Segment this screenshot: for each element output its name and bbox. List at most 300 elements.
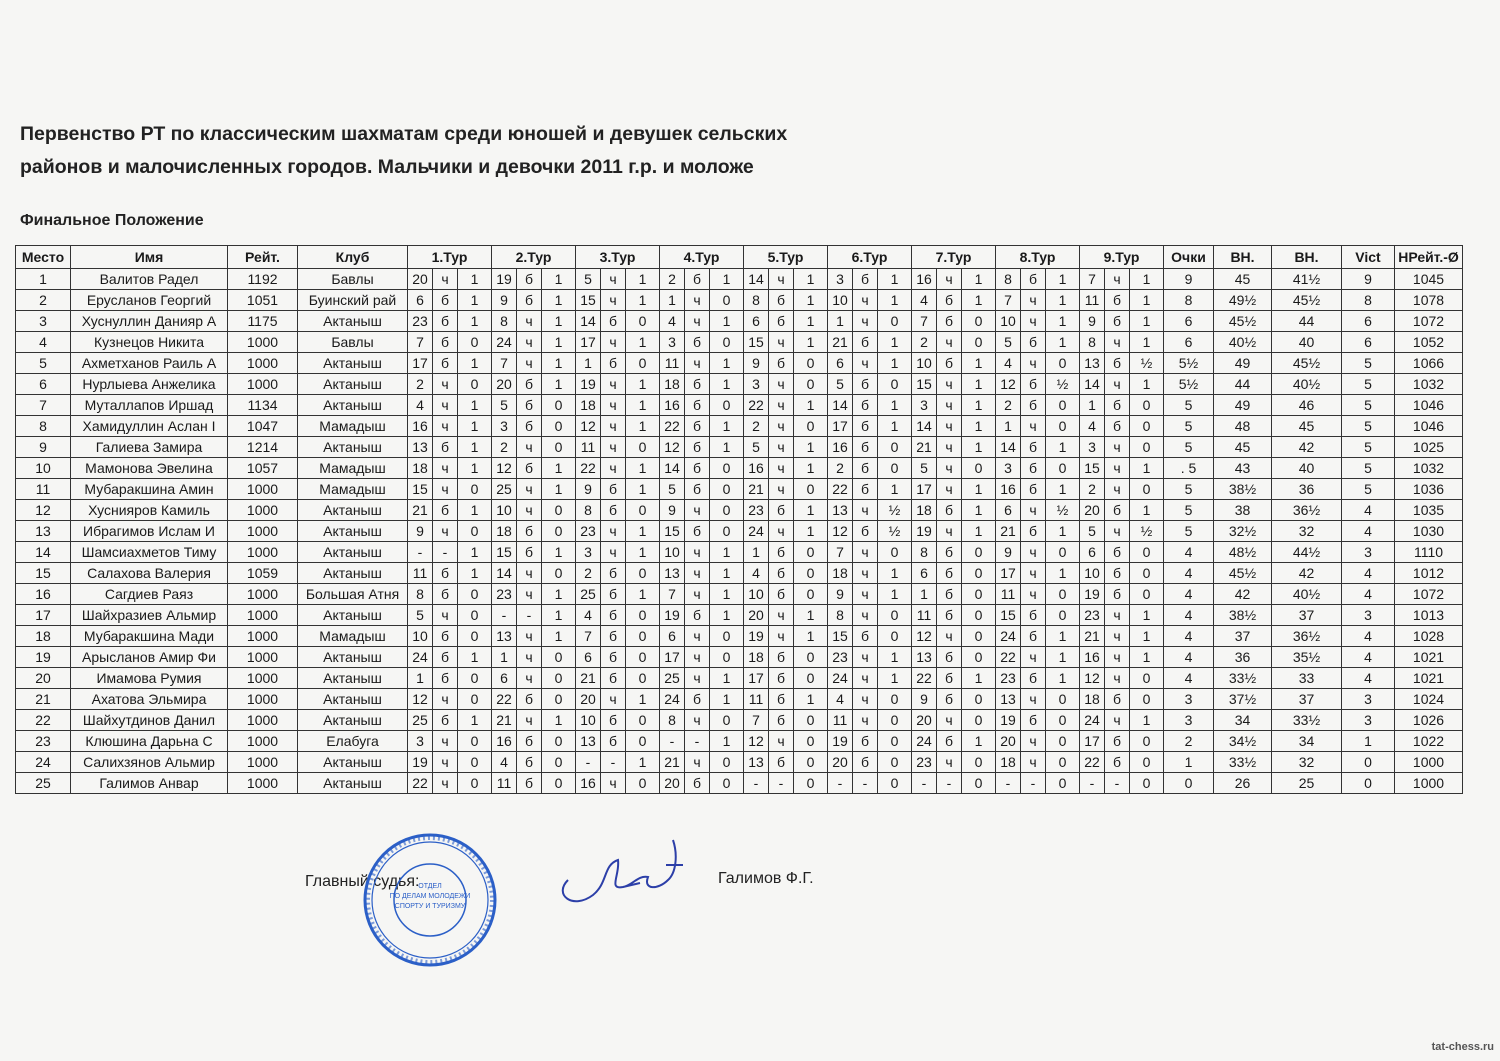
round-opponent-cell: 20 (996, 731, 1021, 752)
header-name: Имя (71, 246, 228, 269)
round-opponent-cell: 16 (828, 437, 853, 458)
round-opponent-cell: 24 (912, 731, 937, 752)
round-color-cell: б (685, 332, 710, 353)
round-result-cell: 1 (710, 269, 744, 290)
performance-cell: 1000 (1395, 773, 1463, 794)
round-opponent-cell: 14 (660, 458, 685, 479)
round-color-cell: ч (1021, 752, 1046, 773)
buchholz-2-cell: 36½ (1272, 500, 1342, 521)
title-line-1: Первенство РТ по классическим шахматам среди юношей и девушек сельских (20, 123, 788, 145)
place-cell: 24 (16, 752, 71, 773)
round-result-cell: 1 (1046, 521, 1080, 542)
points-cell: 8 (1164, 290, 1214, 311)
round-result-cell: 1 (542, 353, 576, 374)
round-color-cell: ч (433, 395, 458, 416)
round-result-cell: 1 (1046, 332, 1080, 353)
performance-cell: 1110 (1395, 542, 1463, 563)
svg-text:ПО ДЕЛАМ МОЛОДЕЖИ: ПО ДЕЛАМ МОЛОДЕЖИ (389, 893, 471, 900)
place-cell: 8 (16, 416, 71, 437)
victories-cell: 5 (1342, 458, 1395, 479)
place-cell: 13 (16, 521, 71, 542)
round-result-cell: 0 (794, 668, 828, 689)
place-cell: 22 (16, 710, 71, 731)
buchholz-1-cell: 45 (1214, 437, 1272, 458)
round-result-cell: 0 (794, 584, 828, 605)
performance-cell: 1013 (1395, 605, 1463, 626)
points-cell: 5 (1164, 395, 1214, 416)
points-cell: 4 (1164, 605, 1214, 626)
victories-cell: 3 (1342, 689, 1395, 710)
round-result-cell: 1 (542, 269, 576, 290)
round-color-cell: б (769, 752, 794, 773)
round-opponent-cell: 15 (576, 290, 601, 311)
round-result-cell: 1 (626, 395, 660, 416)
round-opponent-cell: 25 (492, 479, 517, 500)
round-result-cell: 0 (626, 500, 660, 521)
round-opponent-cell: 21 (996, 521, 1021, 542)
table-row (16, 479, 1463, 500)
round-color-cell: б (853, 626, 878, 647)
rating-cell: 1000 (228, 374, 298, 395)
table-row (16, 731, 1463, 752)
round-opponent-cell: 24 (660, 689, 685, 710)
round-result-cell: ½ (878, 500, 912, 521)
round-opponent-cell: 6 (660, 626, 685, 647)
player-name-cell: Сагдиев Раяз (71, 584, 228, 605)
round-result-cell: 0 (1130, 563, 1164, 584)
buchholz-2-cell: 46 (1272, 395, 1342, 416)
round-color-cell: б (601, 584, 626, 605)
round-opponent-cell: 22 (744, 395, 769, 416)
round-color-cell: б (1105, 500, 1130, 521)
round-result-cell: 1 (962, 479, 996, 500)
round-result-cell: 0 (710, 647, 744, 668)
round-opponent-cell: 6 (912, 563, 937, 584)
round-opponent-cell: 9 (408, 521, 433, 542)
victories-cell: 4 (1342, 668, 1395, 689)
round-color-cell: ч (1021, 584, 1046, 605)
points-cell: . 5 (1164, 458, 1214, 479)
round-color-cell: ч (853, 353, 878, 374)
round-opponent-cell: - (1080, 773, 1105, 794)
round-opponent-cell: 16 (408, 416, 433, 437)
round-result-cell: 0 (962, 752, 996, 773)
rating-cell: 1000 (228, 647, 298, 668)
round-color-cell: ч (685, 311, 710, 332)
round-opponent-cell: - (492, 605, 517, 626)
round-result-cell: 0 (542, 437, 576, 458)
round-opponent-cell: 8 (492, 311, 517, 332)
round-color-cell: ч (769, 605, 794, 626)
player-name-cell: Кузнецов Никита (71, 332, 228, 353)
round-color-cell: ч (937, 437, 962, 458)
player-name-cell: Ибрагимов Ислам И (71, 521, 228, 542)
round-opponent-cell: 5 (408, 605, 433, 626)
round-result-cell: 1 (626, 374, 660, 395)
victories-cell: 6 (1342, 311, 1395, 332)
round-color-cell: ч (685, 626, 710, 647)
victories-cell: 4 (1342, 521, 1395, 542)
round-result-cell: 1 (710, 437, 744, 458)
buchholz-2-cell: 44 (1272, 311, 1342, 332)
buchholz-2-cell: 33 (1272, 668, 1342, 689)
club-cell: Актаныш (298, 353, 408, 374)
victories-cell: 4 (1342, 584, 1395, 605)
round-opponent-cell: 8 (1080, 332, 1105, 353)
round-opponent-cell: 22 (576, 458, 601, 479)
round-opponent-cell: 9 (1080, 311, 1105, 332)
round-color-cell: ч (769, 269, 794, 290)
round-result-cell: 0 (1046, 605, 1080, 626)
round-color-cell: б (1021, 395, 1046, 416)
round-result-cell: 1 (962, 290, 996, 311)
round-color-cell: ч (1021, 500, 1046, 521)
round-color-cell: б (517, 269, 542, 290)
round-result-cell: 0 (1046, 458, 1080, 479)
round-result-cell: 1 (1046, 668, 1080, 689)
round-color-cell: б (1021, 479, 1046, 500)
place-cell: 15 (16, 563, 71, 584)
round-result-cell: 1 (962, 374, 996, 395)
round-color-cell: б (601, 353, 626, 374)
round-result-cell: 1 (878, 563, 912, 584)
player-name-cell: Галимов Анвар (71, 773, 228, 794)
round-color-cell: ч (517, 563, 542, 584)
table-row (16, 521, 1463, 542)
round-color-cell: ч (433, 773, 458, 794)
round-opponent-cell: 7 (576, 626, 601, 647)
buchholz-2-cell: 40 (1272, 458, 1342, 479)
round-result-cell: 1 (878, 647, 912, 668)
buchholz-1-cell: 38½ (1214, 605, 1272, 626)
player-name-cell: Муталлапов Иршад (71, 395, 228, 416)
buchholz-2-cell: 45 (1272, 416, 1342, 437)
round-result-cell: 1 (878, 479, 912, 500)
buchholz-1-cell: 44 (1214, 374, 1272, 395)
round-color-cell: б (517, 290, 542, 311)
points-cell: 2 (1164, 731, 1214, 752)
performance-cell: 1000 (1395, 752, 1463, 773)
svg-text:ОТДЕЛ: ОТДЕЛ (418, 883, 442, 890)
place-cell: 3 (16, 311, 71, 332)
round-color-cell: б (601, 668, 626, 689)
round-result-cell: 0 (458, 668, 492, 689)
place-cell: 10 (16, 458, 71, 479)
title-line-2: районов и малочисленных городов. Мальчики и девочки 2011 г.р. и моложе (20, 156, 754, 178)
table-row (16, 773, 1463, 794)
points-cell: 0 (1164, 773, 1214, 794)
round-result-cell: 1 (794, 626, 828, 647)
round-opponent-cell: 17 (996, 563, 1021, 584)
round-color-cell: ч (937, 395, 962, 416)
round-color-cell: б (1105, 416, 1130, 437)
round-opponent-cell: 6 (576, 647, 601, 668)
round-result-cell: 0 (542, 773, 576, 794)
round-result-cell: 0 (878, 710, 912, 731)
round-color-cell: б (769, 689, 794, 710)
round-color-cell: б (601, 311, 626, 332)
round-result-cell: ½ (1130, 353, 1164, 374)
round-result-cell: 1 (458, 710, 492, 731)
club-cell: Большая Атня (298, 584, 408, 605)
round-result-cell: 1 (1046, 311, 1080, 332)
buchholz-2-cell: 42 (1272, 437, 1342, 458)
performance-cell: 1012 (1395, 563, 1463, 584)
round-result-cell: 0 (1130, 731, 1164, 752)
place-cell: 20 (16, 668, 71, 689)
table-row (16, 584, 1463, 605)
header-buchholz-2: ВН. (1272, 246, 1342, 269)
round-color-cell: ч (769, 395, 794, 416)
round-opponent-cell: 4 (996, 353, 1021, 374)
round-result-cell: 1 (962, 416, 996, 437)
player-name-cell: Салихзянов Альмир (71, 752, 228, 773)
performance-cell: 1046 (1395, 416, 1463, 437)
round-result-cell: 0 (458, 752, 492, 773)
performance-cell: 1066 (1395, 353, 1463, 374)
club-cell: Елабуга (298, 731, 408, 752)
round-color-cell: ч (853, 605, 878, 626)
round-color-cell: ч (1021, 563, 1046, 584)
round-result-cell: 1 (962, 521, 996, 542)
round-color-cell: б (853, 332, 878, 353)
round-color-cell: ч (433, 731, 458, 752)
round-opponent-cell: 15 (828, 626, 853, 647)
buchholz-1-cell: 34 (1214, 710, 1272, 731)
round-opponent-cell: - (912, 773, 937, 794)
round-color-cell: б (1105, 731, 1130, 752)
round-opponent-cell: 5 (576, 269, 601, 290)
place-cell: 21 (16, 689, 71, 710)
round-opponent-cell: 6 (996, 500, 1021, 521)
round-color-cell: б (433, 290, 458, 311)
buchholz-2-cell: 40½ (1272, 584, 1342, 605)
round-opponent-cell: 5 (828, 374, 853, 395)
round-result-cell: 0 (626, 437, 660, 458)
points-cell: 3 (1164, 689, 1214, 710)
round-opponent-cell: 9 (576, 479, 601, 500)
round-opponent-cell: 3 (408, 731, 433, 752)
round-result-cell: 1 (878, 416, 912, 437)
buchholz-2-cell: 25 (1272, 773, 1342, 794)
table-row (16, 290, 1463, 311)
round-color-cell: б (853, 437, 878, 458)
rating-cell: 1000 (228, 605, 298, 626)
buchholz-1-cell: 48½ (1214, 542, 1272, 563)
rating-cell: 1175 (228, 311, 298, 332)
round-color-cell: б (853, 752, 878, 773)
round-opponent-cell: 3 (996, 458, 1021, 479)
round-color-cell: б (1105, 689, 1130, 710)
points-cell: 1 (1164, 752, 1214, 773)
player-name-cell: Шайхразиев Альмир (71, 605, 228, 626)
round-result-cell: 1 (962, 500, 996, 521)
round-result-cell: 1 (626, 689, 660, 710)
round-opponent-cell: 19 (1080, 584, 1105, 605)
round-color-cell: б (1105, 311, 1130, 332)
round-result-cell: 0 (458, 731, 492, 752)
club-cell: Актаныш (298, 563, 408, 584)
round-result-cell: 1 (542, 626, 576, 647)
performance-cell: 1022 (1395, 731, 1463, 752)
buchholz-1-cell: 43 (1214, 458, 1272, 479)
round-color-cell: ч (769, 458, 794, 479)
round-opponent-cell: 15 (744, 332, 769, 353)
place-cell: 11 (16, 479, 71, 500)
round-opponent-cell: 24 (828, 668, 853, 689)
round-color-cell: б (853, 731, 878, 752)
round-color-cell: ч (685, 647, 710, 668)
header-round: 8.Тур (996, 246, 1080, 269)
round-result-cell: 0 (458, 374, 492, 395)
round-result-cell: 0 (878, 458, 912, 479)
round-result-cell: 1 (1130, 500, 1164, 521)
performance-cell: 1035 (1395, 500, 1463, 521)
round-result-cell: 1 (710, 563, 744, 584)
round-opponent-cell: 6 (1080, 542, 1105, 563)
round-opponent-cell: 7 (912, 311, 937, 332)
round-opponent-cell: 8 (576, 500, 601, 521)
round-opponent-cell: 10 (408, 626, 433, 647)
round-opponent-cell: 12 (660, 437, 685, 458)
victories-cell: 9 (1342, 269, 1395, 290)
round-color-cell: б (517, 752, 542, 773)
round-color-cell: б (1021, 374, 1046, 395)
points-cell: 6 (1164, 311, 1214, 332)
header-round: 4.Тур (660, 246, 744, 269)
round-opponent-cell: 16 (1080, 647, 1105, 668)
player-name-cell: Мубаракшина Мади (71, 626, 228, 647)
round-result-cell: 0 (1046, 416, 1080, 437)
victories-cell: 0 (1342, 773, 1395, 794)
victories-cell: 4 (1342, 647, 1395, 668)
table-row (16, 542, 1463, 563)
round-opponent-cell: 24 (744, 521, 769, 542)
table-row (16, 689, 1463, 710)
round-color-cell: б (937, 353, 962, 374)
round-opponent-cell: 18 (576, 395, 601, 416)
header-round: 1.Тур (408, 246, 492, 269)
round-opponent-cell: 11 (996, 584, 1021, 605)
round-color-cell: б (433, 668, 458, 689)
round-color-cell: б (433, 500, 458, 521)
round-result-cell: ½ (1046, 374, 1080, 395)
round-opponent-cell: 7 (828, 542, 853, 563)
round-result-cell: 0 (710, 458, 744, 479)
round-color-cell: ч (937, 374, 962, 395)
round-color-cell: б (685, 458, 710, 479)
rating-cell: 1059 (228, 563, 298, 584)
round-opponent-cell: 14 (1080, 374, 1105, 395)
round-result-cell: 0 (794, 773, 828, 794)
round-opponent-cell: 12 (1080, 668, 1105, 689)
round-result-cell: 1 (1046, 647, 1080, 668)
round-color-cell: б (685, 269, 710, 290)
round-color-cell: ч (685, 500, 710, 521)
round-opponent-cell: - (996, 773, 1021, 794)
round-opponent-cell: 18 (996, 752, 1021, 773)
round-opponent-cell: 4 (828, 689, 853, 710)
player-name-cell: Салахова Валерия (71, 563, 228, 584)
points-cell: 3 (1164, 710, 1214, 731)
round-result-cell: 0 (710, 479, 744, 500)
rating-cell: 1000 (228, 668, 298, 689)
round-opponent-cell: 3 (912, 395, 937, 416)
round-color-cell: ч (1105, 605, 1130, 626)
round-result-cell: 0 (1046, 710, 1080, 731)
round-result-cell: 1 (962, 269, 996, 290)
club-cell: Мамадыш (298, 458, 408, 479)
rating-cell: 1000 (228, 752, 298, 773)
round-opponent-cell: 5 (912, 458, 937, 479)
round-result-cell: 1 (794, 689, 828, 710)
round-result-cell: 0 (878, 626, 912, 647)
round-color-cell: ч (517, 353, 542, 374)
round-color-cell: б (769, 710, 794, 731)
round-opponent-cell: 19 (828, 731, 853, 752)
round-opponent-cell: 19 (912, 521, 937, 542)
round-color-cell: ч (937, 479, 962, 500)
round-result-cell: 0 (878, 689, 912, 710)
round-color-cell: - (517, 605, 542, 626)
round-opponent-cell: 7 (492, 353, 517, 374)
round-opponent-cell: 5 (996, 332, 1021, 353)
round-color-cell: б (1021, 269, 1046, 290)
round-result-cell: 0 (1130, 752, 1164, 773)
round-opponent-cell: 10 (576, 710, 601, 731)
victories-cell: 5 (1342, 353, 1395, 374)
club-cell: Мамадыш (298, 416, 408, 437)
round-color-cell: ч (1105, 458, 1130, 479)
club-cell: Актаныш (298, 374, 408, 395)
performance-cell: 1025 (1395, 437, 1463, 458)
round-opponent-cell: 23 (408, 311, 433, 332)
round-color-cell: ч (601, 437, 626, 458)
watermark: tat-chess.ru (1431, 1041, 1494, 1053)
round-opponent-cell: 25 (660, 668, 685, 689)
round-opponent-cell: 9 (828, 584, 853, 605)
round-color-cell: ч (1105, 269, 1130, 290)
rating-cell: 1214 (228, 437, 298, 458)
round-result-cell: 0 (626, 563, 660, 584)
round-color-cell: б (433, 311, 458, 332)
section-subtitle: Финальное Положение (20, 212, 204, 229)
round-opponent-cell: 11 (408, 563, 433, 584)
buchholz-1-cell: 33½ (1214, 752, 1272, 773)
round-color-cell: б (1021, 668, 1046, 689)
round-result-cell: 0 (710, 752, 744, 773)
rating-cell: 1057 (228, 458, 298, 479)
round-result-cell: ½ (1130, 521, 1164, 542)
round-result-cell: 1 (458, 458, 492, 479)
performance-cell: 1032 (1395, 458, 1463, 479)
round-result-cell: 0 (794, 374, 828, 395)
round-color-cell: - (769, 773, 794, 794)
round-result-cell: 1 (1046, 563, 1080, 584)
round-color-cell: ч (937, 752, 962, 773)
round-result-cell: 1 (458, 500, 492, 521)
round-color-cell: б (685, 416, 710, 437)
points-cell: 5½ (1164, 353, 1214, 374)
rating-cell: 1000 (228, 500, 298, 521)
round-result-cell: 1 (710, 584, 744, 605)
victories-cell: 3 (1342, 542, 1395, 563)
performance-cell: 1046 (1395, 395, 1463, 416)
round-result-cell: 1 (626, 584, 660, 605)
buchholz-2-cell: 45½ (1272, 290, 1342, 311)
round-opponent-cell: 21 (660, 752, 685, 773)
round-opponent-cell: 11 (660, 353, 685, 374)
